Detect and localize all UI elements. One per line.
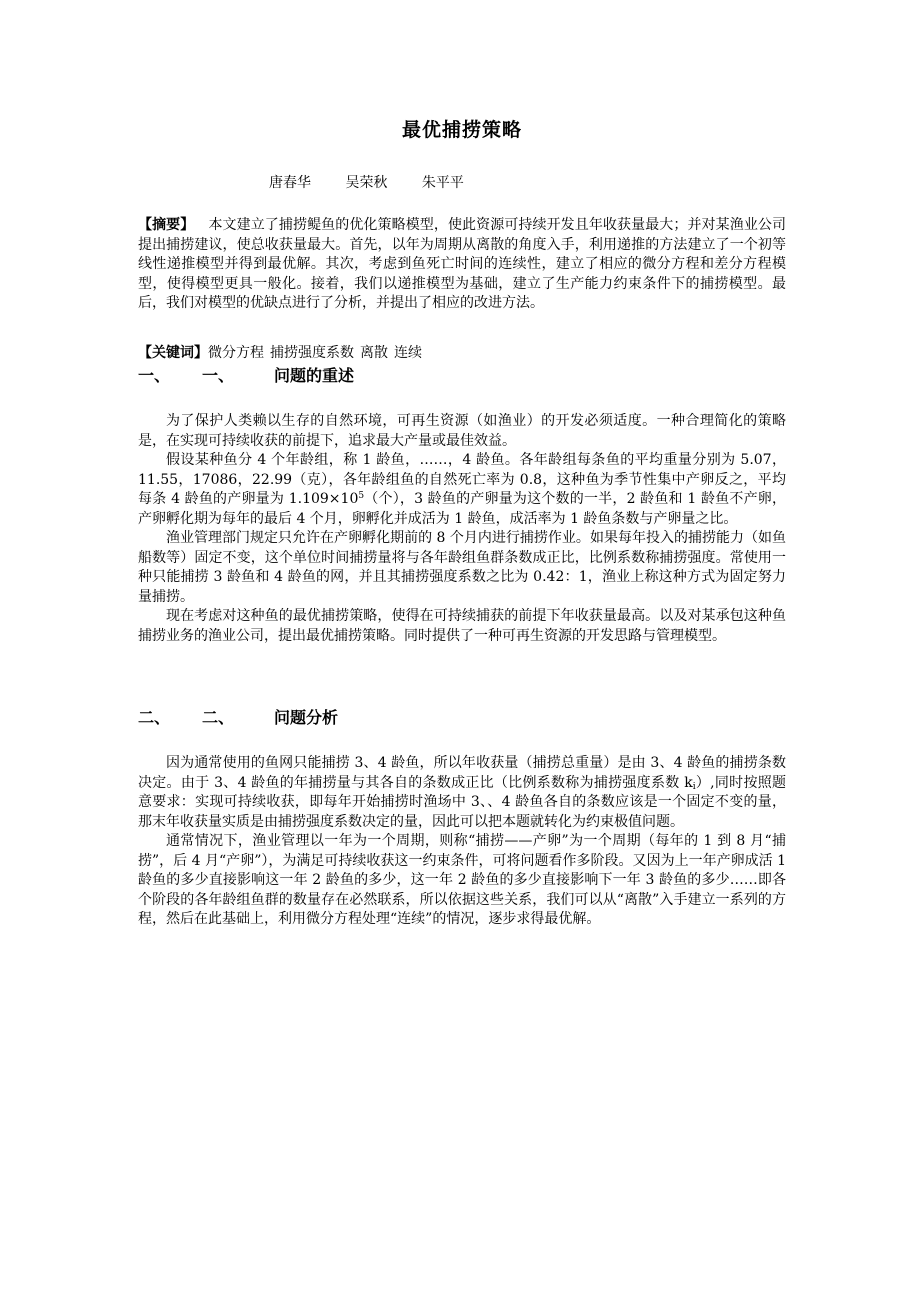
abstract-text: 本文建立了捕捞鳀鱼的优化策略模型，使此资源可持续开发且年收获量最大；并对某渔业公司提出捕捞建议，使总收获量最大。首先，以年为周期从离散的角度入手，利用递推的方法建立了一个初等线性递推模型并得到最优解。其次，考虑到鱼死亡时间的连续性，建立了相应的微分方程和差分方程模型，使得模型更具一般化。接着，我们以递推模型为基础，建立了生产能力约束条件下的捕捞模型。最后，我们对模型的优缺点进行了分析，并提出了相应的改进方法。	[138, 217, 787, 311]
paragraph	[138, 529, 786, 607]
section-number-auto: 一、	[138, 366, 171, 385]
section-number: 二、	[202, 708, 235, 727]
keyword: 离散	[360, 345, 388, 361]
abstract	[138, 216, 786, 314]
section-title: 问题分析	[274, 708, 339, 727]
abstract-label: 【摘要】	[138, 217, 195, 233]
paragraph-text: ）,同时按照题意要求：实现可持续收获，即每年开始捕捞时渔场中 3、、4 龄鱼各自的条数应该是一个固定不变的量，那末年收获量实质是由捕捞强度系数决定的量，因此可以把本题就转化为约束极值问题。	[138, 774, 786, 830]
section-title: 问题的重述	[274, 366, 355, 385]
keywords	[138, 344, 428, 363]
author-name: 吴荣秋	[345, 175, 388, 191]
section-heading	[138, 708, 338, 728]
exponent: 5	[358, 491, 365, 501]
section-number: 一、	[202, 366, 235, 385]
paragraph-text: （个），3 龄鱼的产卵量为这个数的一半，2 龄鱼和 1 龄鱼不产卵，产卵孵化期为每年的最后 4 个月，卵孵化并成活为 1 龄鱼，成活率为 1 龄鱼条数与产卵量之比。	[138, 491, 786, 527]
paragraph	[138, 607, 786, 646]
author-name: 朱平平	[421, 175, 464, 191]
paragraph-text: 渔业管理部门规定只允许在产卵孵化期前的 8 个月内进行捕捞作业。如果每年投入的捕捞能力（如鱼船数等）固定不变，这个单位时间捕捞量将与各年龄组鱼群条数成正比，比例系数称捕捞强度。常使用一种只能捕捞 3 龄鱼和 4 龄鱼的网，并且其捕捞强度系数之比为 0.42：1，渔业上称这种方式为固定努力量捕捞。	[138, 530, 786, 605]
paragraph	[138, 832, 786, 930]
paragraph-text: 现在考虑对这种鱼的最优捕捞策略，使得在可持续捕获的前提下年收获量最高。以及对某承包这种鱼捕捞业务的渔业公司，提出最优捕捞策略。同时提供了一种可再生资源的开发思路与管理模型。	[138, 608, 786, 644]
author-name: 唐春华	[269, 175, 311, 191]
section-heading	[138, 366, 354, 386]
paragraph-text: 为了保护人类赖以生存的自然环境，可再生资源（如渔业）的开发必须适度。一种合理简化的策略是，在实现可持续收获的前提下，追求最大产量或最佳效益。	[138, 413, 786, 449]
section-body	[138, 412, 786, 646]
paragraph-text: 因为通常使用的鱼网只能捕捞 3、4 龄鱼，所以年收获量（捕捞总重量）是由 3、4 龄鱼的捕捞条数决定。由于 3、4 龄鱼的年捕捞量与其各自的条数成正比（比例系数称为捕捞强度系数 k	[138, 755, 786, 791]
paragraph-text: 假设某种鱼分 4 个年龄组，称 1 龄鱼，……，4 龄鱼。各年龄组每条鱼的平均重量分别为 5.07，11.55，17086，22.99（克），各年龄组鱼的自然死亡率为 0.8，这种鱼为季节性集中产卵反之，平均每条 4 龄鱼的产卵量为 1.109×10	[138, 452, 786, 507]
keyword: 连续	[394, 345, 422, 361]
author-list	[269, 172, 464, 192]
paragraph	[138, 412, 786, 451]
keyword: 捕捞强度系数	[270, 345, 354, 361]
section-number-auto: 二、	[138, 708, 171, 727]
keyword: 微分方程	[208, 345, 264, 361]
paragraph	[138, 754, 786, 832]
keywords-label: 【关键词】	[138, 345, 208, 361]
paragraph-text: 通常情况下，渔业管理以一年为一个周期，则称“捕捞——产卵”为一个周期（每年的 1 到 8 月“捕捞”，后 4 月“产卵”），为满足可持续收获这一约束条件，可将问题看作多阶段。又因为上一年产卵成活 1 龄鱼的多少直接影响这一年 2 龄鱼的多少，这一年 2 龄鱼的多少直接影响下一年 3 龄鱼的多少……即各个阶段的各年龄组鱼群的数量存在必然联系，所以依据这些关系，我们可以从“离散”入手建立一系列的方程，然后在此基础上，利用微分方程处理“连续”的情况，逐步求得最优解。	[138, 833, 786, 927]
paragraph	[138, 451, 786, 529]
section-body	[138, 754, 786, 930]
document-title: 最优捕捞策略	[401, 119, 522, 141]
subscript-index: i	[692, 781, 696, 792]
